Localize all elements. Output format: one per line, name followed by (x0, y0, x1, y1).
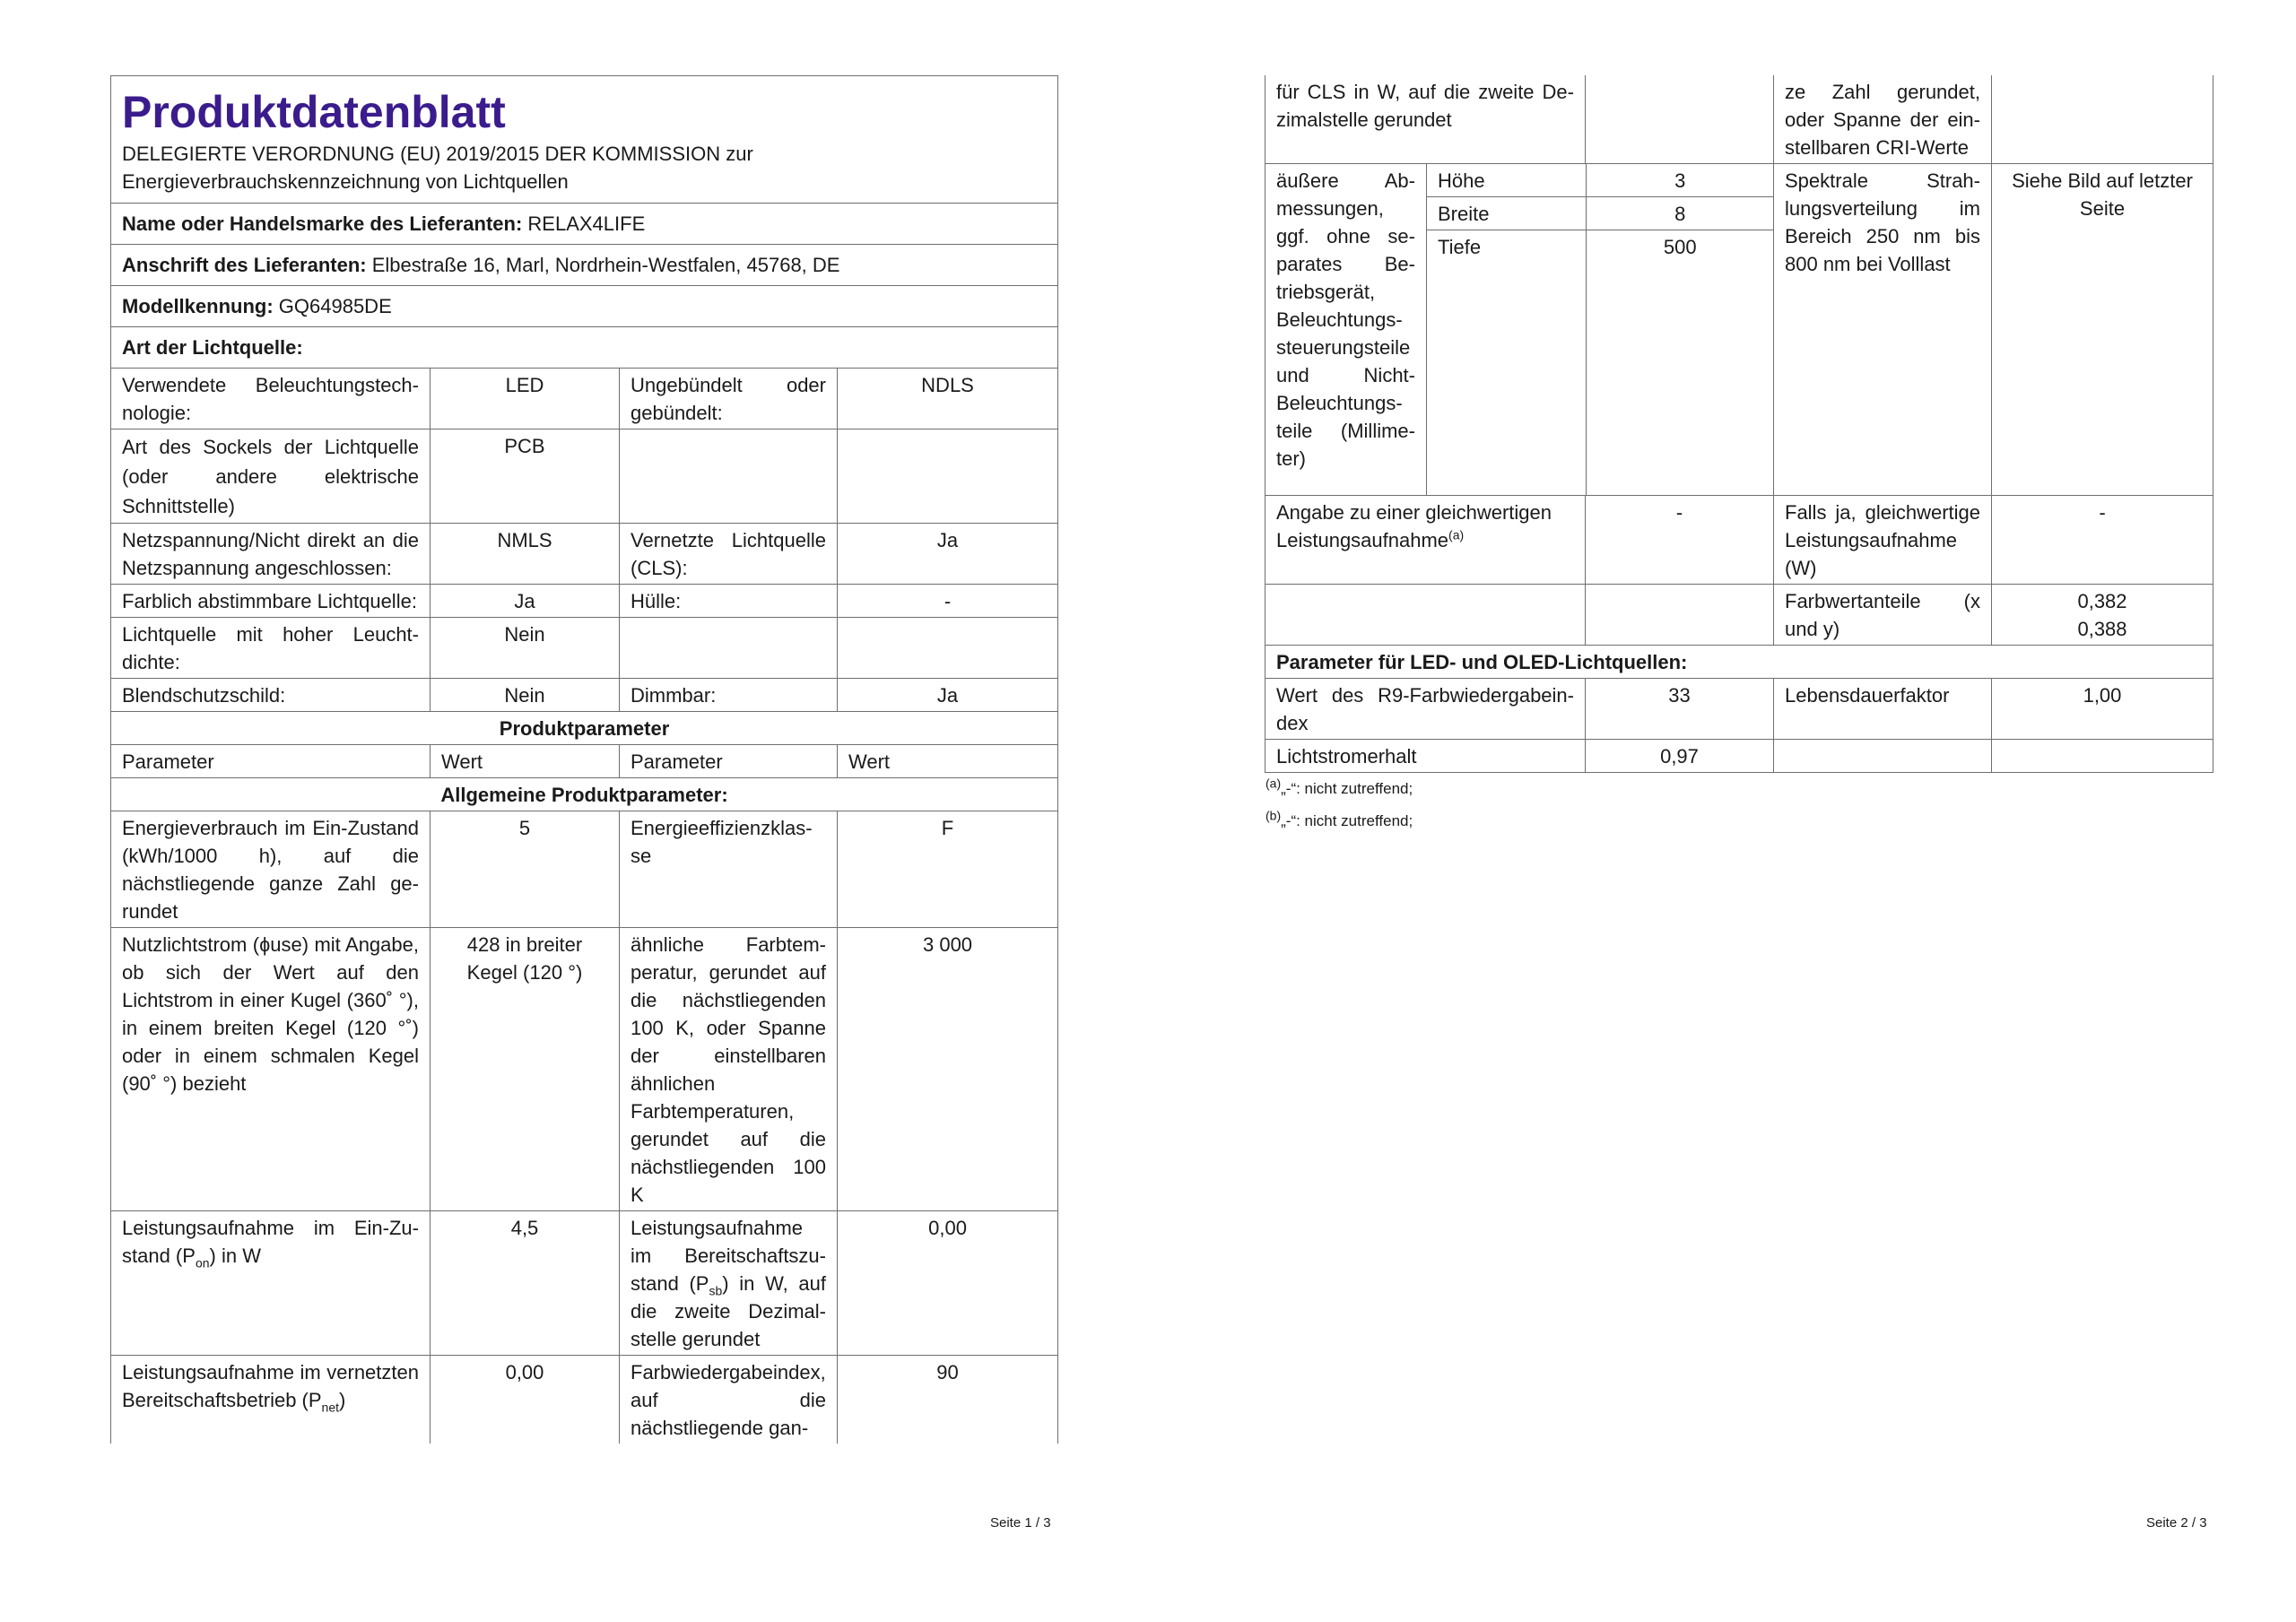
bundled-value: NDLS (838, 369, 1058, 429)
table-row (111, 429, 1058, 524)
page-footer: Seite 2 / 3 (2146, 1515, 2207, 1531)
model-label: Modellkennung: (122, 295, 274, 317)
cct-label: ähnliche Farbtemperatur, gerundet auf die nächstliegenden 100 K, oder Spanne der einstellbaren ähnlichen Farbtemperaturen, gerundet auf die nächstliegenden 100 K (620, 928, 838, 1211)
table-row (1265, 164, 2213, 496)
power-on-label: Leistungsaufnahme im Ein-Zustand $(P_{on})$ in W (111, 1211, 430, 1356)
equivalent-power-w-value: - (1992, 496, 2213, 585)
table-row (1265, 496, 2213, 585)
equivalent-power-value: - (1586, 496, 1774, 585)
mains-value: NMLS (430, 524, 620, 585)
socket-label: Art des Sockels der Lichtquelle (oder andere elektrische Schnittstelle) (111, 429, 430, 524)
tech-label: Verwendete Beleuchtungstechnologie: (111, 369, 430, 429)
table-row (1265, 585, 2213, 646)
height-label: Höhe (1427, 164, 1586, 197)
footnote-a: $^{(a)}$„-“: nicht zutreffend; (1265, 776, 1413, 797)
envelope-label: Hülle: (620, 585, 838, 618)
networked-standby-label: Leistungsaufnahme im vernetzten Bereitschaftsbetrieb $(P_{net})$ (111, 1356, 430, 1444)
table-row (111, 1211, 1058, 1356)
useful-flux-label: Nutzlichtstrom (ɸuse) mit Angabe, ob sich der Wert auf den Lichtstrom in einer Kugel (360˚ °), in einem breiten Kegel (120 °˚) oder in einem schmalen Kegel (90˚ °) bezieht (111, 928, 430, 1211)
r9-value: 33 (1586, 679, 1774, 740)
useful-flux-value: 428 in breiter Kegel (120 °) (430, 928, 620, 1211)
energy-consumption-value: 5 (430, 811, 620, 928)
equivalent-power-label: Angabe zu einer gleichwertigen Leistungsaufnahme$^{(a)}$ (1265, 496, 1586, 585)
regulation-text: DELEGIERTE VERORDNUNG (EU) 2019/2015 DER KOMMISSION zur Energieverbrauchskennzeichnung von Lichtquellen (122, 143, 753, 193)
supplier-address: Elbestraße 16, Marl, Nordrhein-Westfalen, 45768, DE (371, 254, 840, 276)
power-on-value: 4,5 (430, 1211, 620, 1356)
bundled-label: Ungebündelt oder gebündelt: (620, 369, 838, 429)
page-title: Produktdatenblatt (122, 87, 506, 137)
page-2 (1148, 0, 2296, 1622)
envelope-value: - (838, 585, 1058, 618)
light-type-label: Art der Lichtquelle: (111, 327, 1058, 369)
networked-standby-value: 0,00 (430, 1356, 620, 1444)
high-luminance-value: Nein (430, 618, 620, 679)
supplier-name: RELAX4LIFE (527, 213, 646, 235)
dimensions-label: äußere Abmessungen, ggf. ohne separates Betriebsgerät, Beleuchtungssteuerungsteile und Nicht-Beleuchtungsteile (Millimeter) (1265, 164, 1427, 496)
footnote-b: $^{(b)}$„-“: nicht zutreffend; (1265, 808, 1413, 829)
supplier-name-label: Name oder Handelsmarke des Lieferanten: (122, 213, 523, 235)
energy-class-label: Energieeffizienzklasse (620, 811, 838, 928)
table-row (1265, 679, 2213, 740)
table-row (111, 369, 1058, 429)
col-param-header: Parameter (620, 745, 838, 778)
cls-standby-cont-label: für CLS in W, auf die zweite Dezimalstelle gerundet (1265, 75, 1586, 164)
energy-class-value: F (838, 811, 1058, 928)
table-row (111, 618, 1058, 679)
cls-value: Ja (838, 524, 1058, 585)
cri-label: Farbwiedergabeindex, auf die nächstliegende gan- (620, 1356, 838, 1444)
chromaticity-label: Farbwertanteile (x und y) (1774, 585, 1992, 646)
cri-value: 90 (838, 1356, 1058, 1444)
survival-factor-value: 1,00 (1992, 679, 2213, 740)
lumen-maintenance-label: Lichtstromerhalt (1265, 740, 1586, 773)
survival-factor-label: Lebensdauerfaktor (1774, 679, 1992, 740)
height-value: 3 (1586, 164, 1774, 197)
color-tunable-value: Ja (430, 585, 620, 618)
table-row (111, 524, 1058, 585)
cls-label: Vernetzte Lichtquelle (CLS): (620, 524, 838, 585)
cct-value: 3 000 (838, 928, 1058, 1211)
mains-label: Netzspannung/Nicht direkt an die Netzspannung angeschlossen: (111, 524, 430, 585)
col-value-header: Wert (430, 745, 620, 778)
column-header-row (111, 745, 1058, 778)
dimensions-subtable (1427, 164, 1774, 495)
product-params-header: Produktparameter (111, 712, 1058, 745)
standby-power-value: 0,00 (838, 1211, 1058, 1356)
energy-consumption-label: Energieverbrauch im Ein-Zustand (kWh/1000 h), auf die nächstliegende ganze Zahl gerundet (111, 811, 430, 928)
dimmable-label: Dimmbar: (620, 679, 838, 712)
table-row (111, 585, 1058, 618)
table-row (111, 1356, 1058, 1444)
spectral-value: Siehe Bild auf letzter Seite (1992, 164, 2213, 496)
table-row (1265, 75, 2213, 164)
footnotes (1265, 773, 1413, 837)
table-row (111, 928, 1058, 1211)
chromaticity-values: 0,382 0,388 (1992, 585, 2213, 646)
tech-value: LED (430, 369, 620, 429)
model-id: GQ64985DE (278, 295, 392, 317)
supplier-address-label: Anschrift des Lieferanten: (122, 254, 367, 276)
cri-cont-label: ze Zahl gerundet, oder Spanne der einstellbaren CRI-Werte (1774, 75, 1992, 164)
high-luminance-label: Lichtquelle mit hoher Leuchtdichte: (111, 618, 430, 679)
width-label: Breite (1427, 197, 1586, 230)
equivalent-power-w-label: Falls ja, gleichwertige Leistungsaufnahme (W) (1774, 496, 1992, 585)
continued-datasheet-table (1265, 75, 2213, 773)
page-footer: Seite 1 / 3 (990, 1515, 1051, 1531)
spectral-label: Spektrale Strahlungsverteilung im Bereich 250 nm bis 800 nm bei Volllast (1774, 164, 1992, 496)
r9-label: Wert des R9-Farbwiedergabeindex (1265, 679, 1586, 740)
led-params-header: Parameter für LED- und OLED-Lichtquellen: (1265, 646, 2213, 679)
col-value-header: Wert (838, 745, 1058, 778)
glare-shield-label: Blendschutzschild: (111, 679, 430, 712)
socket-value: PCB (430, 429, 620, 524)
depth-value: 500 (1586, 230, 1774, 496)
lumen-maintenance-value: 0,97 (1586, 740, 1774, 773)
depth-label: Tiefe (1427, 230, 1586, 496)
table-row (111, 811, 1058, 928)
standby-power-label: Leistungsaufnahme im Bereitschaftszustand $(P_{sb})$ in W, auf die zweite Dezimalstelle gerundet (620, 1211, 838, 1356)
width-value: 8 (1586, 197, 1774, 230)
glare-shield-value: Nein (430, 679, 620, 712)
color-tunable-label: Farblich abstimmbare Lichtquelle: (111, 585, 430, 618)
table-row (1265, 740, 2213, 773)
general-params-header: Allgemeine Produktparameter: (111, 778, 1058, 811)
dimmable-value: Ja (838, 679, 1058, 712)
table-row (111, 679, 1058, 712)
product-datasheet-table (110, 75, 1058, 1444)
col-param-header: Parameter (111, 745, 430, 778)
